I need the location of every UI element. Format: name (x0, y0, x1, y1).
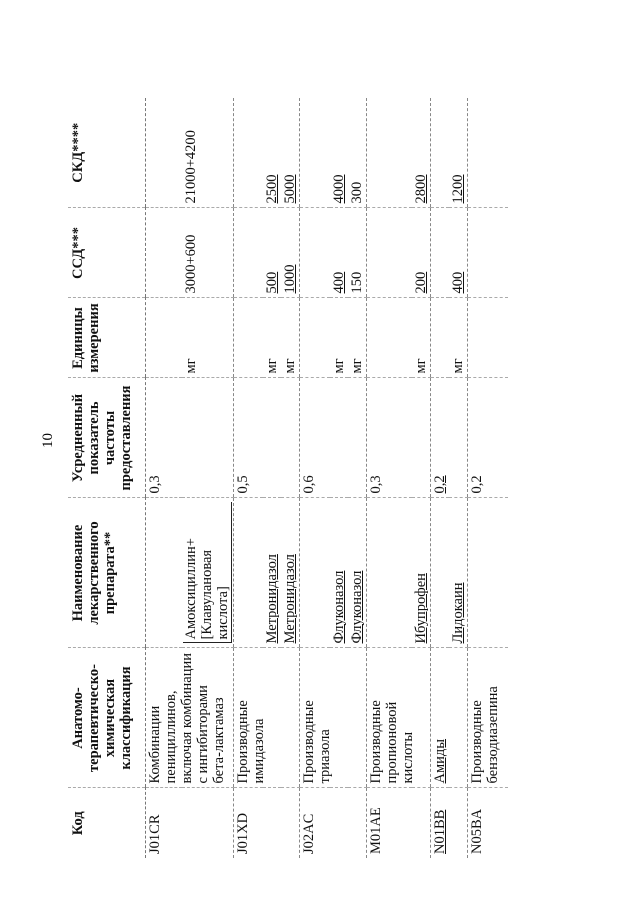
drug-name-cell: Лидокаин (449, 498, 468, 648)
header-atc: Анатомо-терапевтическо-химическая классификация (68, 648, 146, 788)
table-row (366, 98, 412, 858)
drug-name-cell: Метронидазол (281, 498, 300, 648)
code-cell: M01AE (366, 788, 412, 858)
freq-cell: 0,2 (431, 378, 450, 498)
header-freq: Усредненный показатель частоты предоставления (68, 378, 146, 498)
table-row (431, 98, 450, 858)
atc-cell: Производные бензодиазепина (468, 648, 508, 788)
table-row (233, 98, 263, 858)
atc-cell: Производные имидазола (233, 648, 300, 788)
ssd-cell: 150 (348, 208, 367, 298)
skd-cell: 300 (348, 98, 367, 208)
skd-cell: 4000 (330, 98, 348, 208)
unit-cell: мг (263, 298, 281, 378)
drug-name-cell: Ибупрофен (412, 498, 431, 648)
drug-table (68, 98, 508, 858)
atc-cell: Производные пропионовой кислоты (366, 648, 431, 788)
header-drug: Наименование лекарственного препарата** (68, 498, 146, 648)
ssd-cell: 1000 (281, 208, 300, 298)
code-cell: J02AC (300, 788, 330, 858)
table-row (300, 98, 330, 858)
skd-cell: 21000+4200 (182, 98, 234, 208)
ssd-cell: 200 (412, 208, 431, 298)
table-header-row (68, 98, 146, 858)
unit-cell: мг (281, 298, 300, 378)
drug-name-cell: Амоксициллин+ [Клавулановая кислота] (183, 503, 232, 644)
code-cell: N01BB (431, 788, 450, 858)
ssd-cell: 400 (449, 208, 468, 298)
unit-cell: мг (412, 298, 431, 378)
ssd-cell: 400 (330, 208, 348, 298)
code-cell: N05BA (468, 788, 508, 858)
table-row (468, 98, 508, 858)
ssd-cell: 500 (263, 208, 281, 298)
freq-cell: 0,5 (233, 378, 263, 498)
unit-cell: мг (330, 298, 348, 378)
header-unit: Единицы измерения (68, 298, 146, 378)
atc-cell: Амиды (431, 648, 468, 788)
table-row (146, 98, 182, 858)
ssd-cell: 3000+600 (182, 208, 234, 298)
freq-cell: 0,3 (146, 378, 182, 498)
header-ssd: ССД*** (68, 208, 146, 298)
drug-name-cell: Флуконазол (348, 498, 367, 648)
atc-cell: Комбинации пенициллинов, включая комбинации с ингибиторами бета-лактамаз (146, 648, 234, 788)
header-skd: СКД**** (68, 98, 146, 208)
skd-cell: 5000 (281, 98, 300, 208)
header-code: Код (68, 788, 146, 858)
unit-cell: мг (182, 298, 234, 378)
code-cell: J01CR (146, 788, 182, 858)
rotated-table-container (68, 98, 628, 858)
freq-cell: 0,6 (300, 378, 330, 498)
code-cell: J01XD (233, 788, 263, 858)
atc-cell: Производные триазола (300, 648, 367, 788)
unit-cell: мг (449, 298, 468, 378)
page-number: 10 (40, 433, 56, 448)
skd-cell: 2800 (412, 98, 431, 208)
drug-name-cell: Флуконазол (330, 498, 348, 648)
freq-cell: 0,2 (468, 378, 508, 498)
unit-cell: мг (348, 298, 367, 378)
skd-cell: 2500 (263, 98, 281, 208)
skd-cell: 1200 (449, 98, 468, 208)
drug-name-cell: Метронидазол (263, 498, 281, 648)
freq-cell: 0,3 (366, 378, 412, 498)
